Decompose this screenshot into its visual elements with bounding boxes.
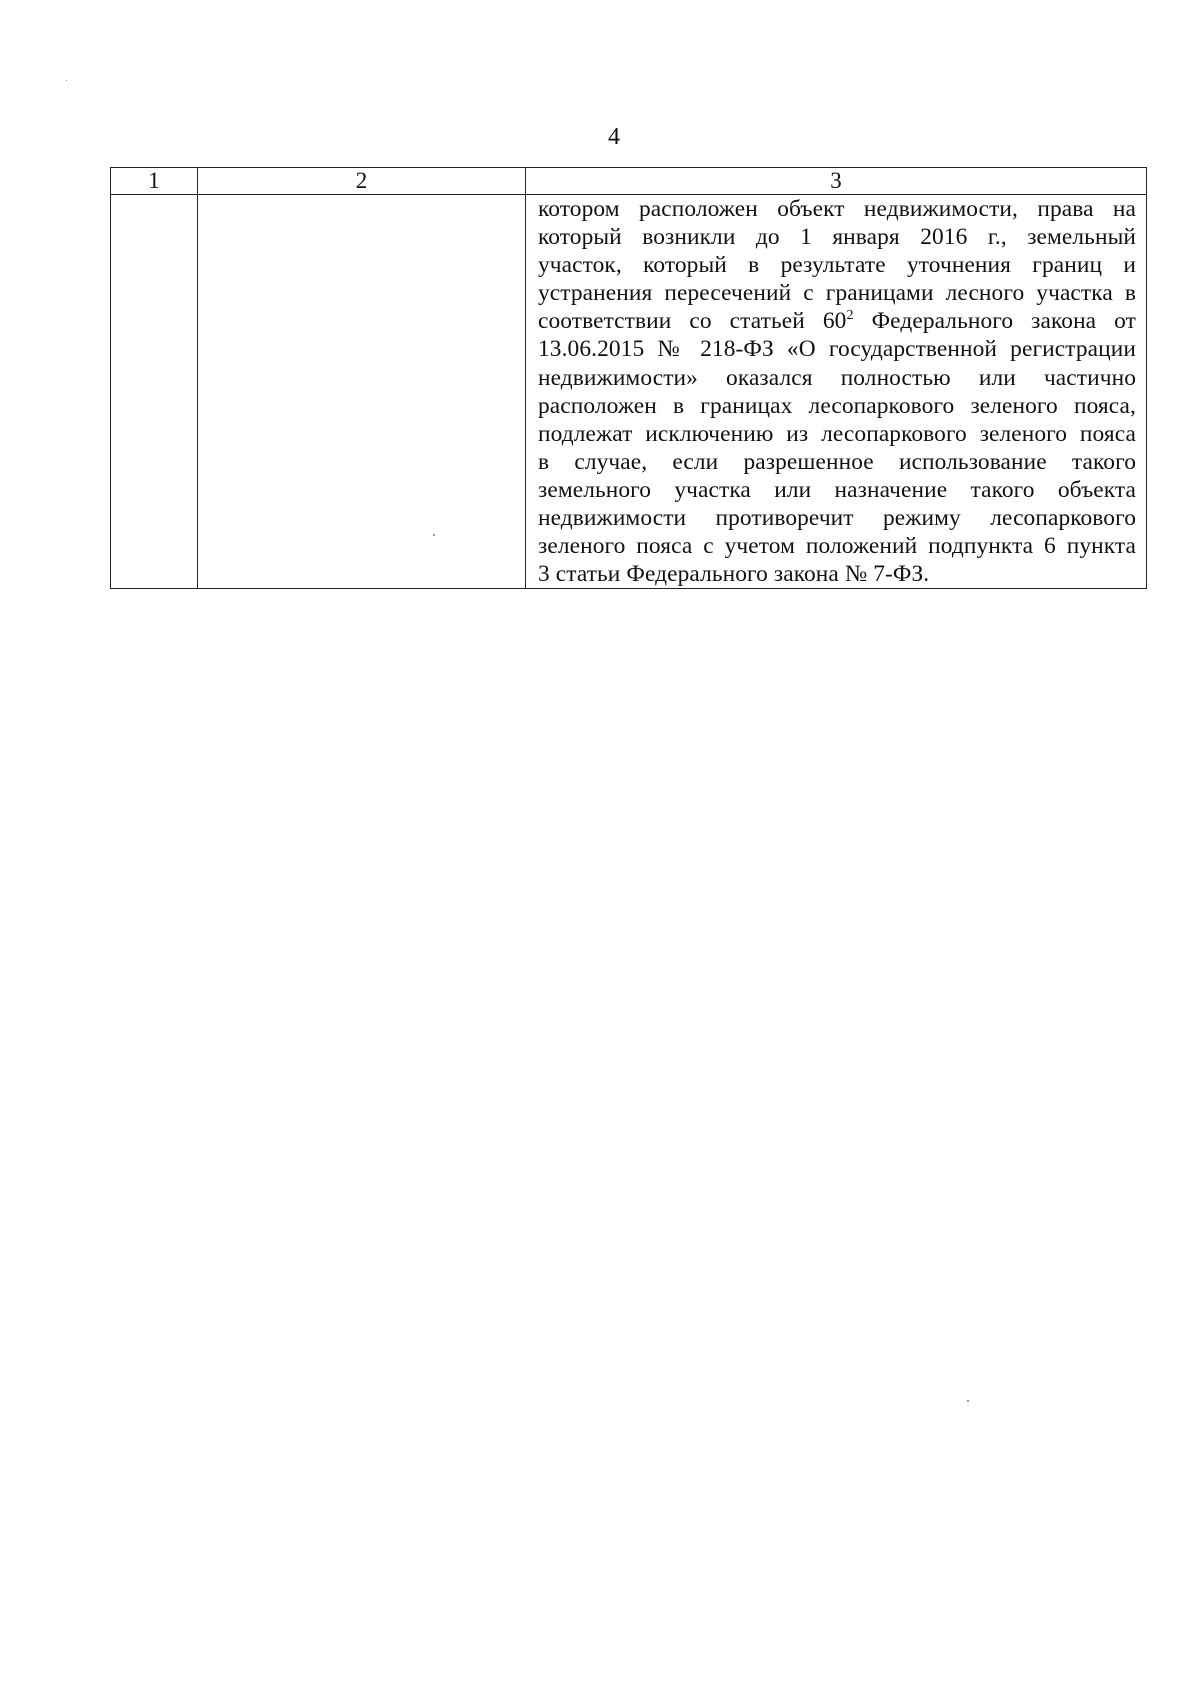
text-line: участок, который в результате уточнения границ и (538, 252, 1136, 279)
text-line: который возникли до 1 января 2016 г., земельный (538, 224, 1136, 251)
cell-col3-text (526, 195, 1146, 588)
text-line-part: соответствии со статьей 60 (538, 308, 847, 335)
text-line: устранения пересечений с границами лесного участка в (538, 280, 1136, 307)
table-header-row (111, 168, 1147, 195)
scan-speck (433, 534, 435, 536)
page-number: 4 (608, 124, 620, 150)
text-line: недвижимости противоречит режиму лесопаркового (538, 505, 1136, 532)
text-line: зеленого пояса с учетом положений подпункта 6 пункта (538, 533, 1136, 560)
text-line: недвижимости» оказался полностью или частично (538, 364, 1136, 391)
cell-col3 (526, 195, 1147, 589)
cell-col2 (198, 195, 526, 589)
table-row (111, 195, 1147, 589)
text-line: котором расположен объект недвижимости, права на (538, 196, 1136, 222)
superscript: 2 (846, 308, 854, 324)
text-line: 3 статьи Федерального закона № 7-ФЗ. (538, 561, 930, 588)
scan-speck (66, 80, 67, 81)
document-table (110, 167, 1147, 589)
text-line: в случае, если разрешенное использование такого (538, 448, 1136, 475)
text-line: земельного участка или назначение такого объекта (538, 476, 1136, 503)
column-header-3: 3 (526, 168, 1147, 195)
text-line-with-superscript (538, 307, 1136, 335)
text-line: подлежат исключению из лесопаркового зеленого пояса (538, 420, 1136, 447)
cell-col1 (111, 195, 198, 589)
text-line-part: Федерального закона от (853, 308, 1136, 335)
text-line: расположен в границах лесопаркового зеленого пояса, (538, 392, 1136, 419)
scan-speck (967, 1400, 969, 1402)
column-header-2: 2 (198, 168, 526, 195)
text-line: 13.06.2015 № 218-ФЗ «О государственной регистрации (538, 336, 1136, 363)
column-header-1: 1 (111, 168, 198, 195)
